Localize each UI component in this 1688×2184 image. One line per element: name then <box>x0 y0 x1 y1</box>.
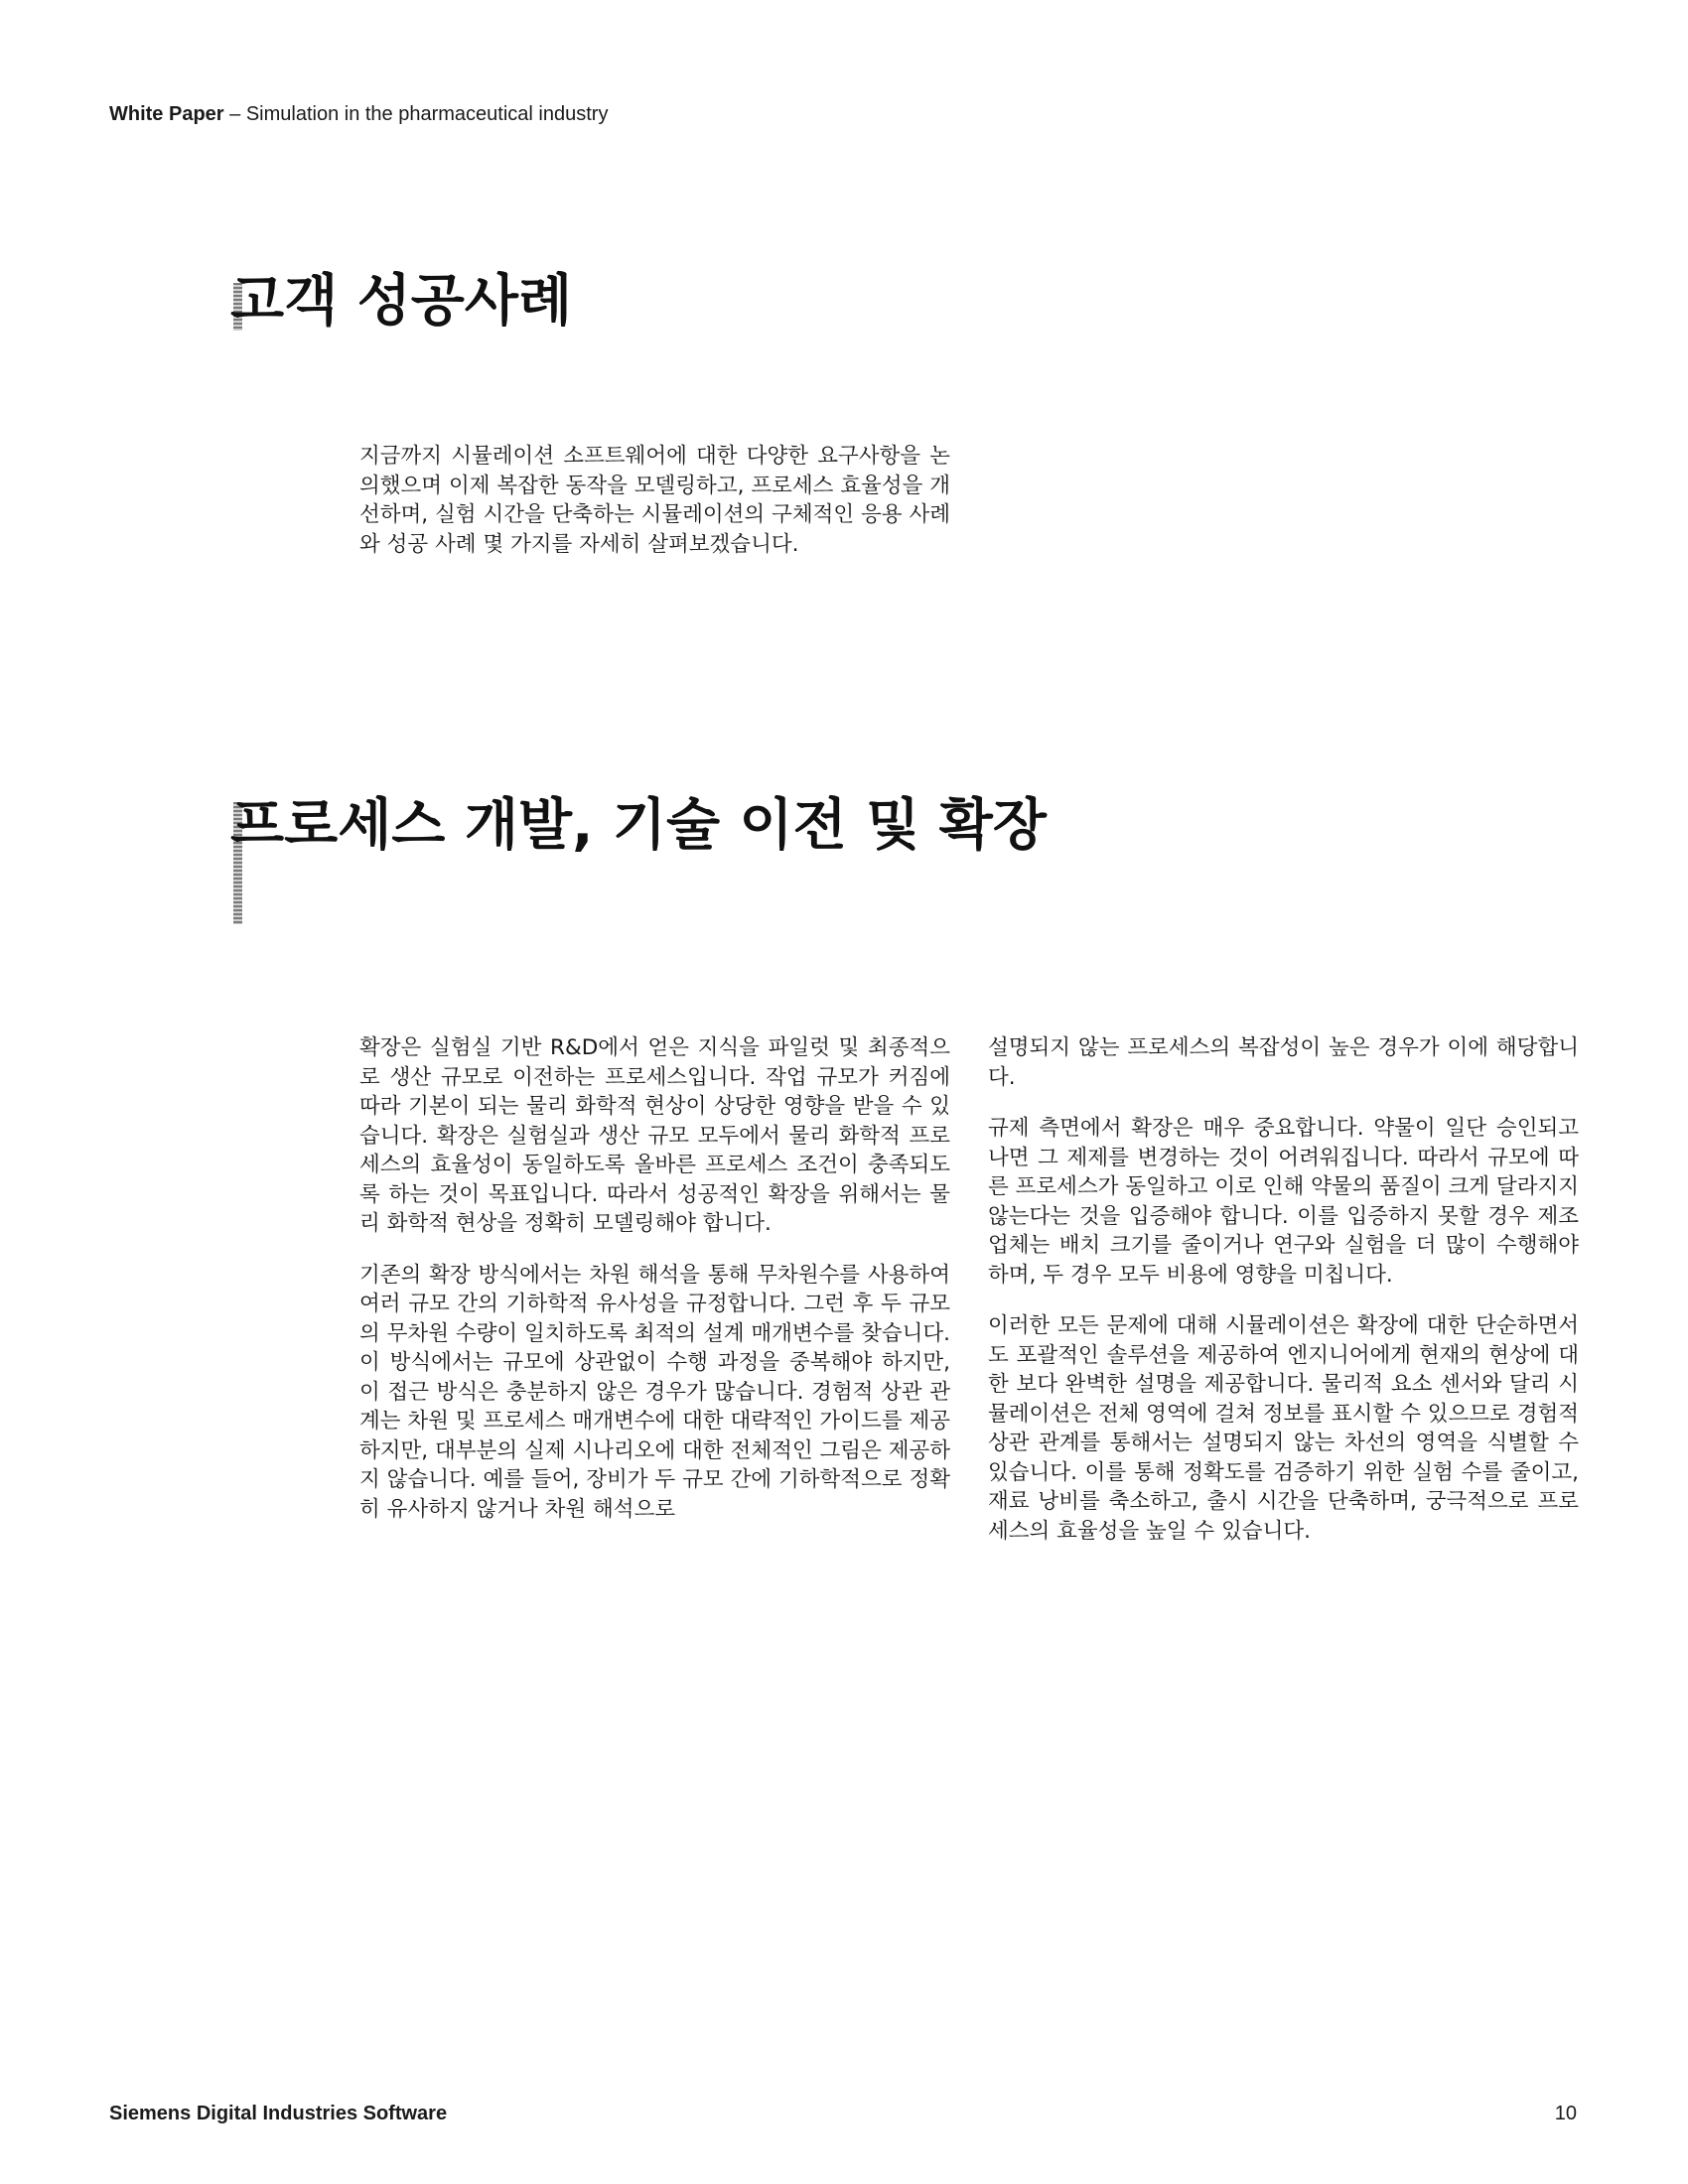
intro-paragraph: 지금까지 시뮬레이션 소프트웨어에 대한 다양한 요구사항을 논의했으며 이제 복잡한 동작을 모델링하고, 프로세스 효율성을 개선하며, 실험 시간을 단축하는 시뮬레이션의 구체적인 응용 사례와 성공 사례 몇 가지를 자세히 살펴보겠습니다. <box>359 444 950 557</box>
right-column <box>988 1033 1579 1568</box>
running-header-title: White Paper <box>109 103 224 125</box>
page-number: 10 <box>1554 2103 1577 2124</box>
section-heading-process-development: 프로세스 개발, 기술 이전 및 확장 <box>230 793 1048 858</box>
body-paragraph: 확장은 실험실 기반 R&D에서 얻은 지식을 파일럿 및 최종적으로 생산 규모로 이전하는 프로세스입니다. 작업 규모가 커짐에 따라 기본이 되는 물리 화학적 현상이 상당한 영향을 받을 수 있습니다. 확장은 실험실과 생산 규모 모두에서 물리 화학적 프로세스의 효율성이 동일하도록 올바른 프로세스 조건이 충족되도록 하는 것이 목표입니다. 따라서 성공적인 확장을 위해서는 물리 화학적 현상을 정확히 모델링해야 합니다. <box>359 1035 950 1236</box>
body-paragraph: 기존의 확장 방식에서는 차원 해석을 통해 무차원수를 사용하여 여러 규모 간의 기하학적 유사성을 규정합니다. 그런 후 두 규모의 무차원 수량이 일치하도록 최적의 설계 매개변수를 찾습니다. 이 방식에서는 규모에 상관없이 수행 과정을 중복해야 하지만, 이 접근 방식은 충분하지 않은 경우가 많습니다. 경험적 상관 관계는 차원 및 프로세스 매개변수에 대한 대략적인 가이드를 제공하지만, 대부분의 실제 시나리오에 대한 전체적인 그림은 제공하지 않습니다. 예를 들어, 장비가 두 규모 간에 기하학적으로 정확히 유사하지 않거나 차원 해석으로 <box>359 1262 950 1522</box>
footer-company-name: Siemens Digital Industries Software <box>109 2103 448 2124</box>
running-header <box>109 103 608 126</box>
body-paragraph: 이러한 모든 문제에 대해 시뮬레이션은 확장에 대한 단순하면서도 포괄적인 솔루션을 제공하여 엔지니어에게 현재의 현상에 대한 보다 완벽한 설명을 제공합니다. 물리적 요소 센서와 달리 시뮬레이션은 전체 영역에 걸쳐 정보를 표시할 수 있으므로 경험적 상관 관계를 통해서는 설명되지 않는 차선의 영역을 식별할 수 있습니다. 이를 통해 정확도를 검증하기 위한 실험 수를 줄이고, 재료 낭비를 축소하고, 출시 시간을 단축하며, 궁극적으로 프로세스의 효율성을 높일 수 있습니다. <box>988 1313 1579 1544</box>
body-paragraph: 규제 측면에서 확장은 매우 중요합니다. 약물이 일단 승인되고 나면 그 제제를 변경하는 것이 어려워집니다. 따라서 규모에 따른 프로세스가 동일하고 이로 인해 약물의 품질이 크게 달라지지 않는다는 것을 입증해야 합니다. 이를 입증하지 못할 경우 제조업체는 배치 크기를 줄이거나 연구와 실험을 더 많이 수행해야 하며, 두 경우 모두 비용에 영향을 미칩니다. <box>988 1116 1579 1288</box>
left-column <box>359 1033 950 1546</box>
section-heading-customer-success: 고객 성공사례 <box>230 269 573 334</box>
body-paragraph: 설명되지 않는 프로세스의 복잡성이 높은 경우가 이에 해당합니다. <box>988 1035 1579 1090</box>
running-header-subtitle: – Simulation in the pharmaceutical industry <box>223 103 609 125</box>
